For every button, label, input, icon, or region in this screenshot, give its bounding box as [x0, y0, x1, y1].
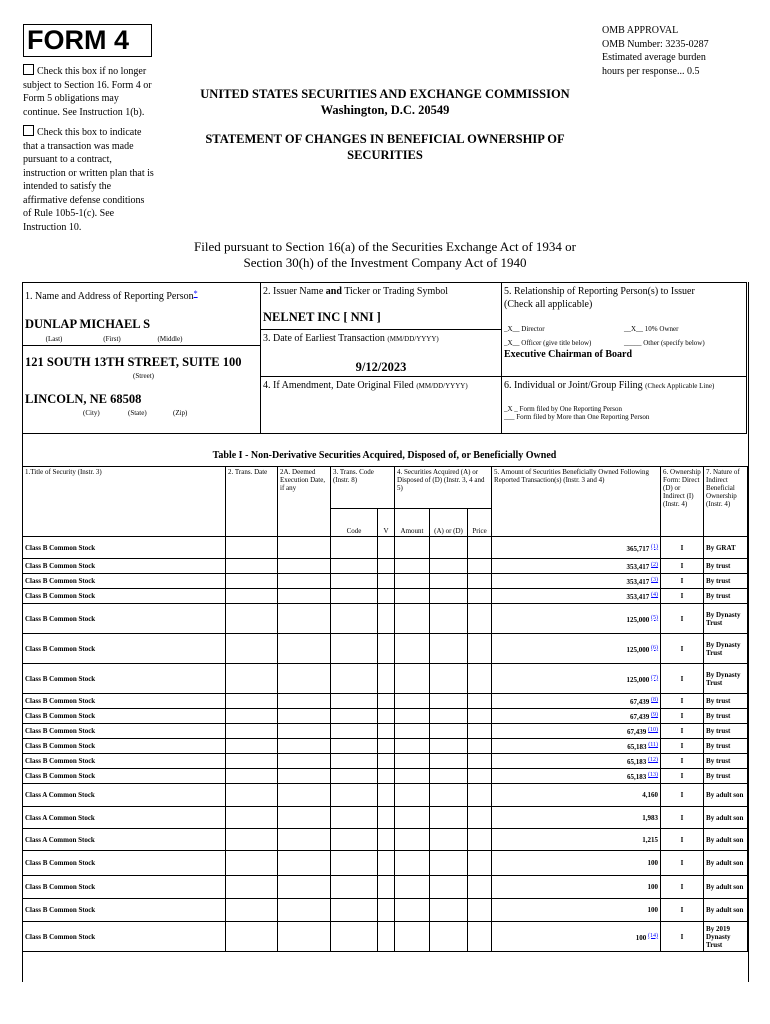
footnote-link[interactable]: (6)	[651, 644, 659, 651]
empty-cell	[430, 899, 468, 922]
empty-cell	[331, 784, 378, 807]
ownership-form: I	[661, 851, 704, 876]
box5-relationship: 5. Relationship of Reporting Person(s) to Issuer (Check all applicable) _X__ Director __X__ 10% Owner _X__ Officer (give title below) _____ Other (specify below) Executive Chairman of Board	[502, 283, 747, 377]
empty-cell	[395, 664, 430, 694]
empty-cell	[378, 574, 395, 589]
empty-cell	[378, 559, 395, 574]
footnote-link[interactable]: (3)	[651, 577, 659, 583]
empty-cell	[430, 807, 468, 829]
empty-cell	[331, 604, 378, 634]
empty-cell	[468, 559, 492, 574]
empty-cell	[468, 851, 492, 876]
table-row	[23, 754, 748, 769]
ownership-form: I	[661, 807, 704, 829]
amount-owned: 67,439 $^{(10)}$	[492, 724, 661, 739]
empty-cell	[378, 851, 395, 876]
empty-cell	[278, 851, 331, 876]
nature-of-ownership: By trust	[704, 589, 748, 604]
footnote-link[interactable]: (11)	[648, 742, 659, 748]
security-title: Class B Common Stock	[23, 899, 226, 922]
security-title: Class B Common Stock	[23, 724, 226, 739]
empty-cell	[226, 851, 278, 876]
empty-cell	[430, 769, 468, 784]
ownership-form: I	[661, 559, 704, 574]
nature-of-ownership: By adult son	[704, 807, 748, 829]
earliest-transaction-date: 9/12/2023	[355, 359, 407, 374]
ownership-form: I	[661, 829, 704, 851]
empty-cell	[278, 664, 331, 694]
empty-cell	[430, 537, 468, 559]
empty-cell	[395, 694, 430, 709]
nature-of-ownership: By GRAT	[704, 537, 748, 559]
ownership-form: I	[661, 537, 704, 559]
security-title: Class A Common Stock	[23, 807, 226, 829]
table-row	[23, 829, 748, 851]
footnote-link[interactable]: (4)	[651, 592, 659, 598]
footnote-link[interactable]: (1)	[651, 543, 659, 550]
empty-cell	[378, 664, 395, 694]
empty-cell	[430, 724, 468, 739]
empty-cell	[331, 769, 378, 784]
empty-cell	[395, 784, 430, 807]
empty-cell	[278, 899, 331, 922]
empty-cell	[430, 559, 468, 574]
reporting-person-city: LINCOLN, NE 68508	[25, 392, 142, 406]
empty-cell	[395, 574, 430, 589]
col-ownership-form: 6. Ownership Form: Direct (D) or Indirect (I) (Instr. 4)	[661, 467, 704, 537]
empty-cell	[226, 634, 278, 664]
empty-cell	[331, 724, 378, 739]
empty-cell	[430, 634, 468, 664]
ownership-form: I	[661, 709, 704, 724]
footnote-link[interactable]: (7)	[651, 674, 659, 681]
empty-cell	[430, 604, 468, 634]
col-amount-owned: 5. Amount of Securities Beneficially Owned Following Reported Transaction(s) (Instr. 3 and 4)	[492, 467, 661, 537]
empty-cell	[378, 604, 395, 634]
empty-cell	[331, 537, 378, 559]
ownership-form: I	[661, 694, 704, 709]
table-row	[23, 559, 748, 574]
empty-cell	[468, 876, 492, 899]
empty-cell	[378, 876, 395, 899]
security-title: Class B Common Stock	[23, 634, 226, 664]
empty-cell	[468, 754, 492, 769]
ownership-form: I	[661, 589, 704, 604]
empty-cell	[378, 829, 395, 851]
box2-issuer: 2. Issuer Name and Ticker or Trading Symbol NELNET INC [ NNI ]	[261, 283, 502, 330]
empty-cell	[226, 829, 278, 851]
security-title: Class B Common Stock	[23, 876, 226, 899]
empty-cell	[395, 604, 430, 634]
ownership-form: I	[661, 899, 704, 922]
empty-cell	[331, 754, 378, 769]
ownership-form: I	[661, 664, 704, 694]
empty-cell	[226, 724, 278, 739]
no-longer-subject-block: Check this box if no longer subject to Section 16. Form 4 or Form 5 obligations may continue. See Instruction 1(b).	[23, 66, 152, 118]
empty-cell	[226, 604, 278, 634]
table-row	[23, 694, 748, 709]
col-trans-code: 3. Trans. Code (Instr. 8)	[331, 467, 395, 509]
footnote-link[interactable]: (13)	[648, 772, 659, 778]
empty-cell	[331, 664, 378, 694]
security-title: Class B Common Stock	[23, 537, 226, 559]
empty-cell	[278, 876, 331, 899]
empty-cell	[395, 739, 430, 754]
empty-cell	[226, 784, 278, 807]
footnote-link[interactable]: (12)	[648, 757, 659, 763]
nature-of-ownership: By adult son	[704, 784, 748, 807]
reporting-person-footnote-link[interactable]: *	[193, 289, 198, 298]
empty-cell	[378, 922, 395, 952]
form-title: FORM 4	[27, 25, 130, 55]
nature-of-ownership: By Dynasty Trust	[704, 634, 748, 664]
empty-cell	[278, 537, 331, 559]
nature-of-ownership: By trust	[704, 739, 748, 754]
amount-owned: 1,983	[492, 807, 661, 829]
empty-cell	[226, 769, 278, 784]
empty-cell	[378, 807, 395, 829]
empty-cell	[468, 664, 492, 694]
table-row	[23, 604, 748, 634]
ownership-form: I	[661, 739, 704, 754]
nature-of-ownership: By adult son	[704, 851, 748, 876]
empty-cell	[378, 724, 395, 739]
nature-of-ownership: By Dynasty Trust	[704, 604, 748, 634]
amount-owned: 100	[492, 876, 661, 899]
security-title: Class A Common Stock	[23, 784, 226, 807]
table-row	[23, 807, 748, 829]
table-row	[23, 769, 748, 784]
empty-cell	[395, 829, 430, 851]
empty-cell	[226, 899, 278, 922]
filed-pursuant: Filed pursuant to Section 16(a) of the Securities Exchange Act of 1934 or Section 30(h) of the Investment Company Act of 1940	[194, 239, 576, 270]
empty-cell	[278, 559, 331, 574]
no-longer-subject-checkbox[interactable]	[23, 64, 34, 75]
empty-cell	[226, 574, 278, 589]
col-trans-date: 2. Trans. Date	[226, 467, 278, 537]
empty-cell	[395, 724, 430, 739]
table-row	[23, 784, 748, 807]
col-title: 1.Title of Security (Instr. 3)	[23, 467, 226, 537]
empty-cell	[226, 664, 278, 694]
footnote-link[interactable]: (2)	[651, 562, 659, 568]
empty-cell	[430, 876, 468, 899]
ownership-form: I	[661, 574, 704, 589]
ownership-form: I	[661, 634, 704, 664]
amount-owned: 65,183 $^{(13)}$	[492, 769, 661, 784]
empty-cell	[226, 559, 278, 574]
empty-cell	[331, 589, 378, 604]
empty-cell	[278, 829, 331, 851]
empty-cell	[395, 807, 430, 829]
security-title: Class B Common Stock	[23, 664, 226, 694]
amount-owned: 100	[492, 899, 661, 922]
security-title: Class B Common Stock	[23, 574, 226, 589]
empty-cell	[468, 574, 492, 589]
empty-cell	[278, 754, 331, 769]
empty-cell	[278, 784, 331, 807]
amount-owned: 125,000 $^{(6)}$	[492, 634, 661, 664]
ownership-form: I	[661, 784, 704, 807]
10b5-1-checkbox[interactable]	[23, 125, 34, 136]
empty-cell	[395, 559, 430, 574]
empty-cell	[378, 899, 395, 922]
table-row	[23, 589, 748, 604]
nature-of-ownership: By adult son	[704, 829, 748, 851]
table-row	[23, 664, 748, 694]
col-nature: 7. Nature of Indirect Beneficial Ownership (Instr. 4)	[704, 467, 748, 537]
empty-cell	[468, 899, 492, 922]
security-title: Class B Common Stock	[23, 754, 226, 769]
empty-cell	[468, 829, 492, 851]
amount-owned: 100 $^{(14)}$	[492, 922, 661, 952]
empty-cell	[430, 754, 468, 769]
amount-owned: 67,439 $^{(9)}$	[492, 709, 661, 724]
empty-cell	[430, 784, 468, 807]
nature-of-ownership: By trust	[704, 709, 748, 724]
reporting-person-name: DUNLAP MICHAEL S	[25, 317, 151, 331]
ownership-form: I	[661, 724, 704, 739]
empty-cell	[331, 694, 378, 709]
empty-cell	[278, 807, 331, 829]
empty-cell	[331, 709, 378, 724]
empty-cell	[378, 754, 395, 769]
amount-owned: 67,439 $^{(8)}$	[492, 694, 661, 709]
empty-cell	[331, 876, 378, 899]
empty-cell	[468, 604, 492, 634]
empty-cell	[378, 694, 395, 709]
empty-cell	[378, 589, 395, 604]
table-row	[23, 876, 748, 899]
ownership-form: I	[661, 876, 704, 899]
nature-of-ownership: By trust	[704, 724, 748, 739]
non-derivative-table: 1.Title of Security (Instr. 3) 2. Trans. Date 2A. Deemed Execution Date, if any 3. Trans. Code (Instr. 8) 4. Securities Acquired (A) or Disposed of (D) (Instr. 3, 4 and 5) 5. Amount of Securities Beneficially Owned Following Reported Transaction(s) (Instr. 3 and 4) 6. Ownership Form: Direct (D) or Indirect (I) (Instr. 4) 7. Nature of Indirect Beneficial Ownership (Instr. 4) Code V Amount (A) or (D) Price Class B Common Stock 365,717 $^{(1)}$ I By GRAT Class B Common Stock 353,417 $^{(2)}$ I By trust Class B Common Stock 353,417 $^{(3)}$ I By trust Class B Common Stock 353,417 $^{(4)}$ I By trust Class B Common Stock 125,000 $^{(5)}$ I By Dynasty Trust Class B Common Stock 125,000 $^{(6)}$ I By Dynasty Trust Class B Common Stock 125,000 $^{(7)}$ I By Dynasty Trust Class B Common Stock 67,439 $^{(8)}$ I By trust Class B Common Stock 67,439 $^{(9)}$ I By trust Class B Common Stock 67,439 $^{(10)}$ I By trust Class B Common Stock 65,183 $^{(11)}$ I By trust Class B Common Stock 65,183 $^{(12)}$ I By trust Class B Common Stock 65,183 $^{(13)}$ I By trust Class A Common Stock 4,160 I By adult son Class A Common Stock 1,983 I By adult son Class A Common Stock 1,215 I By adult son Class B Common Stock 100 I By adult son Class B Common Stock 100 I By adult son Class B Common Stock 100 I By adult son Class B Common Stock 100 $^{(14)}$ I By 2019 Dynasty Trust	[22, 466, 748, 952]
security-title: Class B Common Stock	[23, 709, 226, 724]
empty-cell	[278, 634, 331, 664]
security-title: Class B Common Stock	[23, 851, 226, 876]
empty-cell	[278, 769, 331, 784]
empty-cell	[468, 739, 492, 754]
empty-cell	[278, 574, 331, 589]
footnote-link[interactable]: (9)	[651, 712, 659, 718]
table-row	[23, 922, 748, 952]
empty-cell	[278, 922, 331, 952]
box4-amendment: 4. If Amendment, Date Original Filed (MM/DD/YYYY)	[261, 376, 502, 433]
table-row	[23, 899, 748, 922]
10b5-1-block: Check this box to indicate that a transaction was made pursuant to a contract, instruction or written plan that is intended to satisfy the affirmative defense conditions of Rule 10b5-1(c). See Instruction 10.	[23, 127, 154, 233]
empty-cell	[331, 574, 378, 589]
empty-cell	[378, 784, 395, 807]
empty-cell	[278, 709, 331, 724]
empty-cell	[468, 709, 492, 724]
empty-cell	[331, 559, 378, 574]
empty-cell	[430, 829, 468, 851]
empty-cell	[226, 537, 278, 559]
empty-cell	[395, 769, 430, 784]
empty-cell	[395, 709, 430, 724]
nature-of-ownership: By adult son	[704, 876, 748, 899]
empty-cell	[378, 634, 395, 664]
security-title: Class B Common Stock	[23, 769, 226, 784]
empty-cell	[468, 694, 492, 709]
empty-cell	[468, 634, 492, 664]
security-title: Class B Common Stock	[23, 922, 226, 952]
empty-cell	[378, 537, 395, 559]
empty-cell	[430, 739, 468, 754]
security-title: Class B Common Stock	[23, 559, 226, 574]
ownership-form: I	[661, 922, 704, 952]
empty-cell	[430, 589, 468, 604]
empty-cell	[226, 589, 278, 604]
empty-cell	[331, 851, 378, 876]
security-title: Class A Common Stock	[23, 829, 226, 851]
empty-cell	[395, 754, 430, 769]
box1-reporting-person: 1. Name and Address of Reporting Person* DUNLAP MICHAEL S (Last) (First) (Middle) 121 SOUTH 13TH STREET, SUITE 100 (Street) LINCOLN, NE 68508 (City) (State) (Zip)	[23, 283, 261, 434]
ownership-form: I	[661, 754, 704, 769]
col-acquired: 4. Securities Acquired (A) or Disposed of (D) (Instr. 3, 4 and 5)	[395, 467, 492, 509]
amount-owned: 353,417 $^{(3)}$	[492, 574, 661, 589]
table-row	[23, 724, 748, 739]
security-title: Class B Common Stock	[23, 604, 226, 634]
footnote-link[interactable]: (10)	[648, 727, 659, 733]
empty-cell	[430, 709, 468, 724]
empty-cell	[226, 922, 278, 952]
nature-of-ownership: By 2019 Dynasty Trust	[704, 922, 748, 952]
footnote-link[interactable]: (5)	[651, 614, 659, 621]
table-row	[23, 537, 748, 559]
empty-cell	[378, 709, 395, 724]
empty-cell	[468, 537, 492, 559]
amount-owned: 365,717 $^{(1)}$	[492, 537, 661, 559]
empty-cell	[278, 694, 331, 709]
amount-owned: 65,183 $^{(12)}$	[492, 754, 661, 769]
empty-cell	[278, 589, 331, 604]
empty-cell	[468, 724, 492, 739]
security-title: Class B Common Stock	[23, 694, 226, 709]
empty-cell	[378, 739, 395, 754]
ownership-form: I	[661, 769, 704, 784]
omb-approval: OMB APPROVAL OMB Number: 3235-0287 Estimated average burden hours per response... 0.5	[602, 25, 709, 77]
empty-cell	[331, 829, 378, 851]
footnote-link[interactable]: (8)	[651, 697, 659, 703]
nature-of-ownership: By trust	[704, 769, 748, 784]
empty-cell	[226, 754, 278, 769]
amount-owned: 125,000 $^{(7)}$	[492, 664, 661, 694]
nature-of-ownership: By trust	[704, 694, 748, 709]
empty-cell	[430, 574, 468, 589]
empty-cell	[468, 807, 492, 829]
empty-cell	[468, 589, 492, 604]
empty-cell	[430, 851, 468, 876]
empty-cell	[331, 634, 378, 664]
amount-owned: 100	[492, 851, 661, 876]
amount-owned: 353,417 $^{(4)}$	[492, 589, 661, 604]
table-row	[23, 634, 748, 664]
empty-cell	[278, 739, 331, 754]
empty-cell	[226, 694, 278, 709]
statement-title: STATEMENT OF CHANGES IN BENEFICIAL OWNERSHIP OF SECURITIES	[205, 132, 565, 162]
empty-cell	[430, 922, 468, 952]
table1-title: Table I - Non-Derivative Securities Acquired, Disposed of, or Beneficially Owned	[212, 450, 557, 461]
empty-cell	[395, 634, 430, 664]
nature-of-ownership: By trust	[704, 559, 748, 574]
empty-cell	[331, 922, 378, 952]
empty-cell	[331, 739, 378, 754]
amount-owned: 65,183 $^{(11)}$	[492, 739, 661, 754]
empty-cell	[331, 899, 378, 922]
empty-cell	[468, 769, 492, 784]
reporting-person-street: 121 SOUTH 13TH STREET, SUITE 100	[25, 355, 242, 369]
nature-of-ownership: By Dynasty Trust	[704, 664, 748, 694]
col-deemed-date: 2A. Deemed Execution Date, if any	[278, 467, 331, 537]
amount-owned: 125,000 $^{(5)}$	[492, 604, 661, 634]
empty-cell	[395, 851, 430, 876]
officer-title: Executive Chairman of Board	[504, 349, 633, 360]
empty-cell	[278, 604, 331, 634]
nature-of-ownership: By adult son	[704, 899, 748, 922]
security-title: Class B Common Stock	[23, 589, 226, 604]
empty-cell	[395, 922, 430, 952]
ownership-form: I	[661, 604, 704, 634]
security-title: Class B Common Stock	[23, 739, 226, 754]
empty-cell	[395, 537, 430, 559]
empty-cell	[468, 784, 492, 807]
empty-cell	[395, 589, 430, 604]
table-row	[23, 709, 748, 724]
empty-cell	[226, 876, 278, 899]
empty-cell	[395, 899, 430, 922]
table-row	[23, 851, 748, 876]
table-row	[23, 574, 748, 589]
amount-owned: 4,160	[492, 784, 661, 807]
footnote-link[interactable]: (14)	[648, 932, 659, 939]
empty-cell	[395, 876, 430, 899]
empty-cell	[278, 724, 331, 739]
empty-cell	[430, 664, 468, 694]
nature-of-ownership: By trust	[704, 574, 748, 589]
empty-cell	[226, 709, 278, 724]
empty-cell	[430, 694, 468, 709]
empty-cell	[331, 807, 378, 829]
nature-of-ownership: By trust	[704, 754, 748, 769]
issuer-name: NELNET INC [ NNI ]	[263, 310, 381, 324]
empty-cell	[378, 769, 395, 784]
empty-cell	[468, 922, 492, 952]
amount-owned: 1,215	[492, 829, 661, 851]
amount-owned: 353,417 $^{(2)}$	[492, 559, 661, 574]
empty-cell	[226, 807, 278, 829]
empty-cell	[226, 739, 278, 754]
agency-heading: UNITED STATES SECURITIES AND EXCHANGE COMMISSION Washington, D.C. 20549	[200, 87, 570, 117]
box3-earliest-transaction: 3. Date of Earliest Transaction (MM/DD/YYYY) 9/12/2023	[261, 329, 502, 376]
box6-filing: 6. Individual or Joint/Group Filing (Check Applicable Line) _X _ Form filed by One Reporting Person ___ Form filed by More than One Reporting Person	[502, 376, 747, 433]
table-row	[23, 739, 748, 754]
